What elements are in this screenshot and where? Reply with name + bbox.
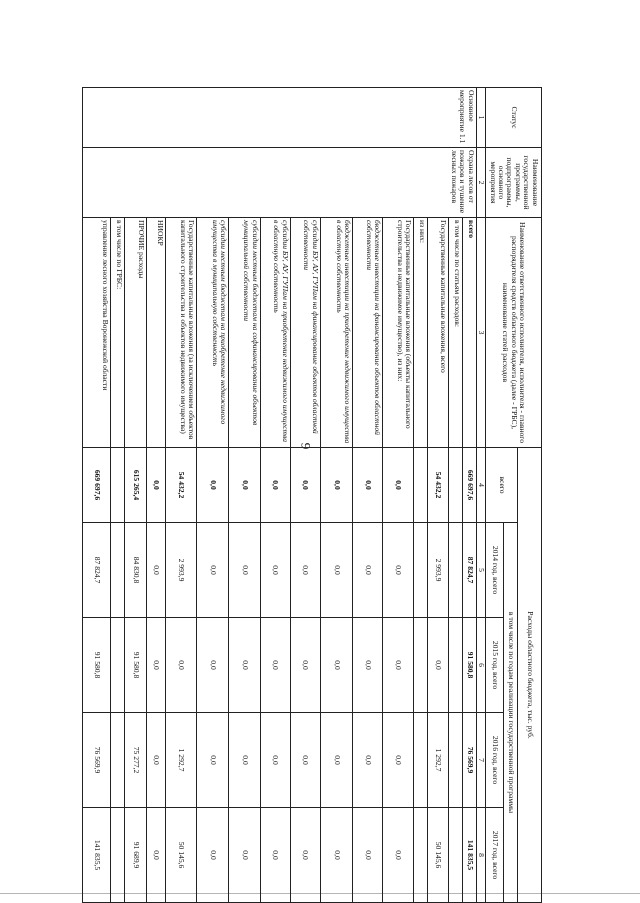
year-value-cell: 0,0 xyxy=(353,808,383,903)
year-value-cell: 0,0 xyxy=(229,713,260,808)
year-value-cell: 50 145,6 xyxy=(165,808,196,903)
year-value-cell: 0,0 xyxy=(197,618,229,713)
year-value-cell: 0,0 xyxy=(260,713,290,808)
total-value-cell: 0,0 xyxy=(146,448,165,523)
year-value-cell: 0,0 xyxy=(320,808,352,903)
program-cell: Охрана лесов от пожаров и тушение лесных пожаров xyxy=(83,148,477,218)
year-value-cell: 75 277,2 xyxy=(125,713,147,808)
row-label: ПРОЧИЕ расходы xyxy=(125,218,147,448)
row-label: Государственные капитальные вложения (за исключением объектов капитального строительства и объектов недвижимого имущества) xyxy=(165,218,196,448)
row-label: всего xyxy=(463,218,477,448)
total-value-cell: 0,0 xyxy=(320,448,352,523)
year-value-cell: 0,0 xyxy=(146,618,165,713)
rotated-table-wrapper xyxy=(82,87,542,902)
year-value-cell: 0,0 xyxy=(146,713,165,808)
col-number: 1 xyxy=(476,88,485,148)
year-value-cell: 0,0 xyxy=(165,618,196,713)
row-label: НИОКР xyxy=(146,218,165,448)
total-value-cell xyxy=(414,448,428,523)
total-value-cell: 0,0 xyxy=(197,448,229,523)
row-label: субсидии местным бюджетам на приобретение недвижимого имущества в муниципальную собственность xyxy=(197,218,229,448)
header-expenses-group: Расходы областного бюджета, тыс. руб. xyxy=(518,448,542,903)
total-value-cell: 615 265,4 xyxy=(125,448,147,523)
header-year-2017: 2017 год, всего xyxy=(486,808,504,903)
col-number: 3 xyxy=(476,218,485,448)
year-value-cell: 0,0 xyxy=(290,713,320,808)
header-years-group: в том числе по годам реализации государственной программы xyxy=(504,523,518,903)
year-value-cell: 0,0 xyxy=(353,713,383,808)
year-value-cell: 0,0 xyxy=(383,618,414,713)
year-value-cell: 0,0 xyxy=(290,808,320,903)
page-number: 9 xyxy=(298,442,314,450)
col-number: 7 xyxy=(476,713,485,808)
year-value-cell xyxy=(110,523,124,618)
row-label: субсидии БУ, АУ, ГУПам на финансирование объектов областной собственности xyxy=(290,218,320,448)
year-value-cell xyxy=(414,523,428,618)
row-label: в том числе по статьям расходов: xyxy=(449,218,463,448)
year-value-cell xyxy=(449,523,463,618)
year-value-cell xyxy=(414,618,428,713)
table-row xyxy=(463,88,477,903)
year-value-cell: 0,0 xyxy=(353,618,383,713)
header-program-name: Наименование государственной программы, подпрограммы, основного мероприятия xyxy=(486,148,542,218)
total-value-cell: 54 432,2 xyxy=(165,448,196,523)
row-label: субсидии местным бюджетам на софинансирование объектов муниципальной собственности xyxy=(229,218,260,448)
total-value-cell: 0,0 xyxy=(229,448,260,523)
total-value-cell: 0,0 xyxy=(260,448,290,523)
row-label: в том числе по ГРБС: xyxy=(110,218,124,448)
year-value-cell: 91 689,9 xyxy=(125,808,147,903)
header-total: всего xyxy=(486,448,518,523)
year-value-cell: 0,0 xyxy=(146,808,165,903)
row-label: из них: xyxy=(414,218,428,448)
year-value-cell: 0,0 xyxy=(146,523,165,618)
year-value-cell: 91 580,8 xyxy=(463,618,477,713)
year-value-cell: 0,0 xyxy=(353,523,383,618)
year-value-cell: 84 830,8 xyxy=(125,523,147,618)
col-number: 4 xyxy=(476,448,485,523)
total-value-cell xyxy=(110,448,124,523)
row-label: субсидии БУ, АУ, ГУПам на приобретение недвижимого имущества в областную собственность xyxy=(260,218,290,448)
year-value-cell: 2 993,9 xyxy=(165,523,196,618)
year-value-cell: 0,0 xyxy=(427,618,449,713)
year-value-cell xyxy=(110,808,124,903)
row-label: Государственные капитальные вложения, всего xyxy=(427,218,449,448)
year-value-cell: 0,0 xyxy=(320,713,352,808)
year-value-cell xyxy=(414,713,428,808)
total-value-cell: 669 697,6 xyxy=(463,448,477,523)
header-executor: Наименование ответственного исполнителя, исполнителя - главного распорядителя средств областного бюджета (далее - ГРБС), наименование статей расходов xyxy=(486,218,542,448)
year-value-cell: 0,0 xyxy=(383,808,414,903)
year-value-cell: 0,0 xyxy=(383,713,414,808)
header-year-2016: 2016 год, всего xyxy=(486,713,504,808)
year-value-cell: 91 580,8 xyxy=(125,618,147,713)
col-number: 6 xyxy=(476,618,485,713)
col-number: 5 xyxy=(476,523,485,618)
header-year-2014: 2014 год, всего xyxy=(486,523,504,618)
year-value-cell: 141 835,5 xyxy=(83,808,111,903)
year-value-cell: 0,0 xyxy=(229,808,260,903)
year-value-cell: 87 824,7 xyxy=(83,523,111,618)
year-value-cell: 0,0 xyxy=(197,713,229,808)
total-value-cell: 0,0 xyxy=(353,448,383,523)
row-label: Государственные капитальные вложения (объекты капитального строительства и недвижимое имущество), из них: xyxy=(383,218,414,448)
year-value-cell: 0,0 xyxy=(320,523,352,618)
year-value-cell: 0,0 xyxy=(197,808,229,903)
expenses-table xyxy=(82,87,542,903)
year-value-cell: 141 835,5 xyxy=(463,808,477,903)
year-value-cell: 0,0 xyxy=(197,523,229,618)
row-label: бюджетные инвестиции на финансирование объектов областной собственности xyxy=(353,218,383,448)
year-value-cell: 0,0 xyxy=(383,523,414,618)
header-status: Статус xyxy=(486,88,542,148)
year-value-cell xyxy=(110,713,124,808)
year-value-cell xyxy=(414,808,428,903)
year-value-cell: 76 569,9 xyxy=(83,713,111,808)
total-value-cell: 54 432,2 xyxy=(427,448,449,523)
year-value-cell: 50 145,6 xyxy=(427,808,449,903)
total-value-cell: 0,0 xyxy=(383,448,414,523)
year-value-cell: 1 292,7 xyxy=(427,713,449,808)
row-label: управление лесного хозяйства Воронежской области xyxy=(83,218,111,448)
year-value-cell: 0,0 xyxy=(229,618,260,713)
status-cell: Основное мероприятие 1.1 xyxy=(83,88,477,148)
year-value-cell: 0,0 xyxy=(290,523,320,618)
year-value-cell: 0,0 xyxy=(320,618,352,713)
row-label: бюджетные инвестиции на приобретение недвижимого имущества в областную собственность xyxy=(320,218,352,448)
total-value-cell: 669 697,6 xyxy=(83,448,111,523)
year-value-cell: 76 569,9 xyxy=(463,713,477,808)
col-number: 8 xyxy=(476,808,485,903)
total-value-cell: 0,0 xyxy=(290,448,320,523)
year-value-cell: 0,0 xyxy=(260,808,290,903)
year-value-cell: 0,0 xyxy=(290,618,320,713)
year-value-cell: 1 292,7 xyxy=(165,713,196,808)
header-year-2015: 2015 год, всего xyxy=(486,618,504,713)
year-value-cell: 0,0 xyxy=(260,618,290,713)
year-value-cell xyxy=(449,713,463,808)
year-value-cell xyxy=(449,618,463,713)
year-value-cell xyxy=(110,618,124,713)
year-value-cell: 2 993,9 xyxy=(427,523,449,618)
year-value-cell: 0,0 xyxy=(229,523,260,618)
col-number: 2 xyxy=(476,148,485,218)
year-value-cell: 91 580,8 xyxy=(83,618,111,713)
year-value-cell: 0,0 xyxy=(260,523,290,618)
year-value-cell: 87 824,7 xyxy=(463,523,477,618)
table-body xyxy=(83,88,477,903)
total-value-cell xyxy=(449,448,463,523)
year-value-cell xyxy=(449,808,463,903)
